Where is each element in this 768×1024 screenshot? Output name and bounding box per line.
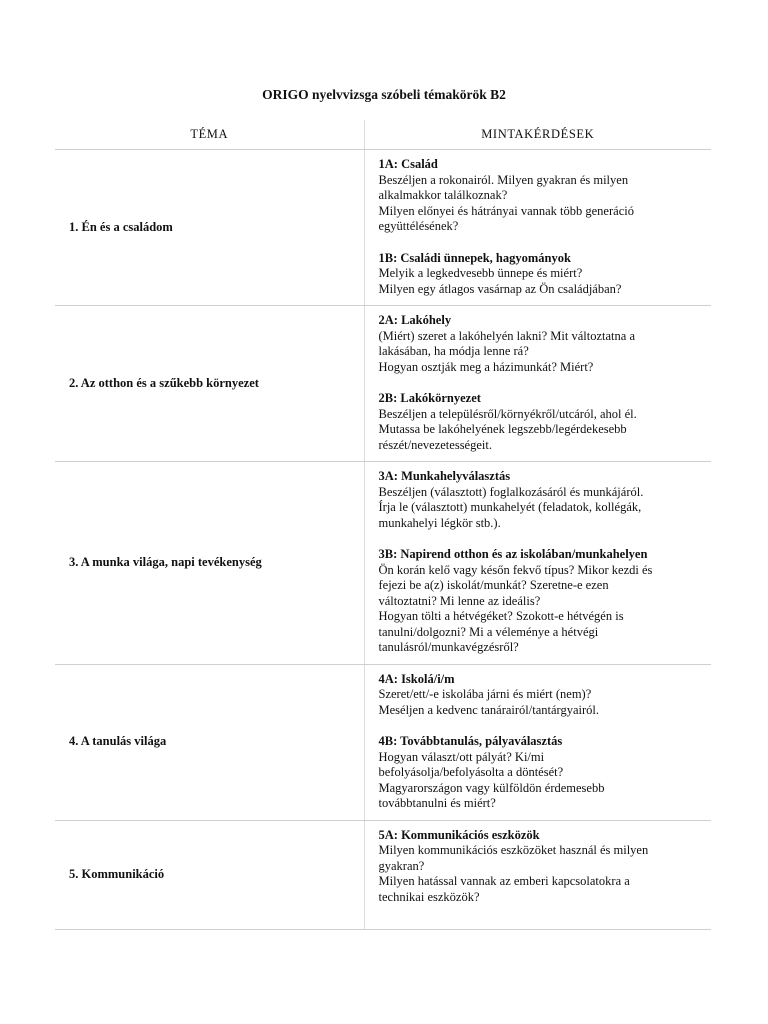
table-row <box>55 150 711 306</box>
question-line: Milyen egy átlagos vasárnap az Ön családjában? <box>378 281 622 296</box>
question-line: Ön korán kelő vagy későn fekvő típus? Mikor kezdi és <box>378 562 653 577</box>
topic-cell: 3. A munka világa, napi tevékenység <box>55 462 364 665</box>
table-row <box>55 820 711 929</box>
question-line: Meséljen a kedvenc tanárairól/tantárgyairól. <box>378 702 600 717</box>
column-header-mintakerdesek: MINTAKÉRDÉSEK <box>364 120 711 150</box>
questions-cell <box>364 462 711 665</box>
subtopic-title: 5A: Kommunikációs eszközök <box>378 827 540 842</box>
column-header-tema: TÉMA <box>55 120 364 150</box>
subtopic-title: 2B: Lakókörnyezet <box>378 391 481 405</box>
page-title: ORIGO nyelvvizsga szóbeli témakörök B2 <box>262 87 506 102</box>
topic-cell: 5. Kommunikáció <box>55 820 364 929</box>
subtopic-title: 4B: Továbbtanulás, pályaválasztás <box>378 734 563 748</box>
question-line: tanulni/dolgozni? Mi a véleménye a hétvégi <box>378 624 599 639</box>
question-line: részét/nevezetességeit. <box>378 437 492 452</box>
question-line: technikai eszközök? <box>378 889 480 904</box>
questions-cell <box>364 820 711 929</box>
subtopic-title: 1B: Családi ünnepek, hagyományok <box>378 250 571 265</box>
question-line: Hogyan osztják meg a házimunkát? Miért? <box>378 359 594 374</box>
topic-cell: 1. Én és a családom <box>55 150 364 306</box>
table-row <box>55 462 711 665</box>
question-line: Beszéljen (választott) foglalkozásáról és munkájáról. <box>378 484 644 499</box>
subtopic-block <box>379 313 702 375</box>
subtopic-title: 3B: Napirend otthon és az iskolában/munkahelyen <box>378 547 648 561</box>
question-line: együttélésének? <box>378 219 459 233</box>
questions-cell <box>364 150 711 306</box>
question-line: Írja le (választott) munkahelyét (feladatok, kollégák, <box>378 500 642 514</box>
question-line: gyakran? <box>378 858 425 873</box>
question-line: változtatni? Mi lenne az ideális? <box>378 593 541 608</box>
question-line: befolyásolja/befolyásolta a döntését? <box>378 765 564 779</box>
table-body <box>55 150 711 930</box>
subtopic-block <box>379 391 702 453</box>
question-line: tanulásról/munkavégzésről? <box>378 640 519 654</box>
question-line: fejezi be a(z) iskolát/munkát? Szeretne-e ezen <box>378 578 609 592</box>
table-header-row <box>55 120 711 150</box>
questions-cell <box>364 306 711 462</box>
question-line: munkahelyi légkör stb.). <box>378 515 501 530</box>
subtopic-title: 3A: Munkahelyválasztás <box>378 469 511 483</box>
question-line: Hogyan tölti a hétvégéket? Szokott-e hétvégén is <box>378 609 624 623</box>
question-line: (Miért) szeret a lakóhelyén lakni? Mit változtatna a <box>378 328 635 343</box>
question-line: Szeret/ett/-e iskolába járni és miért (nem)? <box>378 687 592 701</box>
subtopic-title: 1A: Család <box>378 157 438 171</box>
question-line: továbbtanulni és miért? <box>378 796 496 810</box>
questions-cell <box>364 664 711 820</box>
table-row <box>55 664 711 820</box>
question-line: Hogyan választ/ott pályát? Ki/mi <box>378 749 545 764</box>
subtopic-title: 4A: Iskolá/i/m <box>378 671 455 686</box>
subtopic-block <box>379 157 702 235</box>
table-row <box>55 306 711 462</box>
question-line: Milyen hatással vannak az emberi kapcsolatokra a <box>378 874 630 888</box>
question-line: Milyen előnyei és hátrányai vannak több generáció <box>378 203 634 218</box>
topic-cell: 2. Az otthon és a szűkebb környezet <box>55 306 364 462</box>
subtopic-block <box>379 469 702 531</box>
subtopic-title: 2A: Lakóhely <box>378 313 452 327</box>
question-line: lakásában, ha módja lenne rá? <box>378 344 529 358</box>
subtopic-block <box>379 251 702 298</box>
subtopic-block <box>379 547 702 656</box>
question-line: alkalmakkor találkoznak? <box>378 188 508 202</box>
question-line: Beszéljen a rokonairól. Milyen gyakran és milyen <box>378 172 629 187</box>
question-line: Magyarországon vagy külföldön érdemesebb <box>378 780 605 795</box>
question-line: Mutassa be lakóhelyének legszebb/legérdekesebb <box>378 422 627 436</box>
subtopic-block <box>379 672 702 719</box>
question-line: Milyen kommunikációs eszközöket használ és milyen <box>378 843 649 857</box>
question-line: Melyik a legkedvesebb ünnepe és miért? <box>378 266 583 280</box>
subtopic-block <box>379 828 702 906</box>
topic-cell: 4. A tanulás világa <box>55 664 364 820</box>
question-line: Beszéljen a településről/környékről/utcáról, ahol él. <box>378 406 637 421</box>
subtopic-block <box>379 734 702 812</box>
topics-table <box>55 120 711 930</box>
